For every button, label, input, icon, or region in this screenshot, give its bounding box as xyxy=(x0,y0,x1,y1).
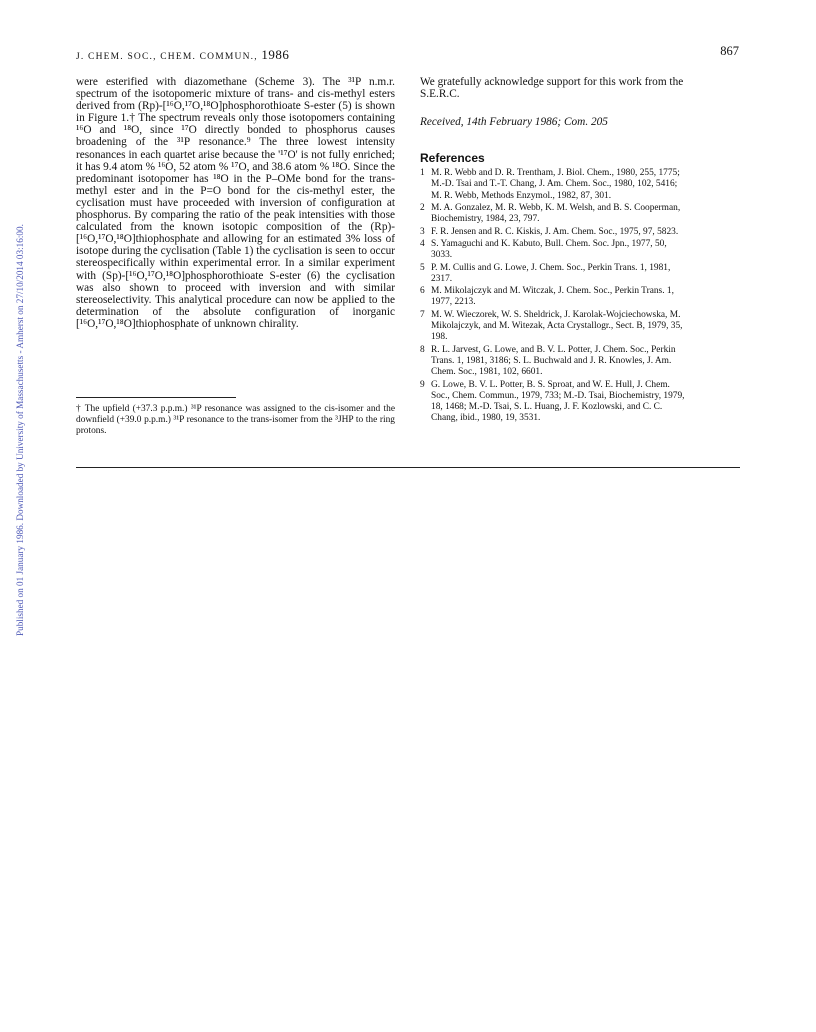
reference-number: 3 xyxy=(420,226,425,237)
reference-line: Mikolajczyk, and M. Witezak, Acta Crystallogr., Sect. B, 1979, 35, xyxy=(431,321,683,332)
reference-line: S. Yamaguchi and K. Kabuto, Bull. Chem. Soc. Jpn., 1977, 50, xyxy=(431,238,667,249)
reference-line: F. R. Jensen and R. C. Kiskis, J. Am. Chem. Soc., 1975, 97, 5823. xyxy=(431,226,679,237)
reference-line: Trans. 1, 1981, 3186; S. L. Buchwald and J. R. Knowles, J. Am. xyxy=(431,355,672,366)
reference-number: 8 xyxy=(420,344,425,355)
reference-number: 4 xyxy=(420,238,425,249)
acknowledgement xyxy=(420,76,740,100)
reference-line: M. R. Webb and D. R. Trentham, J. Biol. Chem., 1980, 255, 1775; xyxy=(431,168,680,179)
body-paragraph: were esterified with diazomethane (Scheme 3). The ³¹P n.m.r. spectrum of the isotopomeric mixture of trans- and cis-methyl esters derived from (Rp)-[¹⁶O,¹⁷O,¹⁸O]phosphorothioate S-ester (5) is shown in Figure 1.† The spectrum reveals only those isotopomers containing ¹⁶O and ¹⁸O, since ¹⁷O directly bonded to phosphorus causes broadening of the ³¹P resonance.⁹ The three lowest intensity resonances in each quartet arise because the '¹⁷O' is not fully enriched; it has 9.4 atom % ¹⁶O, 52 atom % ¹⁷O, and 38.6 atom % ¹⁸O. Since the predominant isotopomer has ¹⁸O in the P–OMe bond for the trans-methyl ester and in the P=O bond for the cis-methyl ester, the cyclisation must have proceeded with inversion of configuration at phosphorus. By comparing the ratio of the peak intensities with those calculated from the known isotopic composition of the (Rp)-[¹⁶O,¹⁷O,¹⁸O]thiophosphate and allowing for an estimated 3% loss of isotope during the cyclisation (Table 1) the cyclisation is seen to occur stereospecifically within experimental error. In a similar experiment with (Sp)-[¹⁶O,¹⁷O,¹⁸O]phosphorothioate S-ester (6) the cyclisation was also shown to proceed with inversion and with similar stereoselectivity. This analytical procedure can now be applied to the determination of the absolute configuration of inorganic [¹⁶O,¹⁷O,¹⁸O]thiophosphate of unknown chirality. xyxy=(76,76,395,330)
reference-text xyxy=(431,263,740,286)
journal-year: 1986 xyxy=(261,47,290,62)
reference-text xyxy=(431,345,740,379)
reference-text xyxy=(431,310,740,344)
reference-item xyxy=(420,168,740,202)
reference-line: Chang, ibid., 1980, 19, 3531. xyxy=(431,413,541,424)
reference-line: M. Mikolajczyk and M. Witczak, J. Chem. Soc., Perkin Trans. 1, xyxy=(431,286,674,297)
reference-line: Biochemistry, 1984, 23, 797. xyxy=(431,214,540,225)
reference-list xyxy=(420,168,740,425)
reference-item xyxy=(420,239,740,262)
reference-line: M. A. Gonzalez, M. R. Webb, K. M. Welsh, and B. S. Cooperman, xyxy=(431,203,681,214)
footnote-divider xyxy=(76,397,236,398)
acknowledgement-line: S.E.R.C. xyxy=(420,88,460,101)
reference-text xyxy=(431,203,740,226)
reference-line: 3033. xyxy=(431,250,453,261)
reference-item xyxy=(420,310,740,344)
reference-line: 2317. xyxy=(431,273,453,284)
reference-item xyxy=(420,380,740,425)
page-bottom-divider xyxy=(76,467,740,468)
reference-text xyxy=(431,239,740,262)
reference-number: 5 xyxy=(420,262,425,273)
running-header xyxy=(76,47,289,63)
reference-number: 1 xyxy=(420,168,425,179)
received-date: Received, 14th February 1986; Com. 205 xyxy=(420,116,608,129)
reference-line: 1977, 2213. xyxy=(431,297,476,308)
reference-number: 6 xyxy=(420,286,425,297)
reference-line: 18, 1468; M.-D. Tsai, S. L. Huang, J. F. Kozlowski, and C. C. xyxy=(431,402,663,413)
right-column xyxy=(420,76,740,426)
reference-item xyxy=(420,203,740,226)
reference-line: Chem. Soc., 1981, 102, 6601. xyxy=(431,367,543,378)
references-heading: References xyxy=(420,151,485,166)
footnote: † The upfield (+37.3 p.p.m.) ³¹P resonance was assigned to the cis-isomer and the downfield (+39.0 p.p.m.) ³¹P resonance to the trans-isomer from the ³JHP to the ring protons. xyxy=(76,404,395,437)
reference-text xyxy=(431,227,740,238)
reference-line: G. Lowe, B. V. L. Potter, B. S. Sproat, and W. E. Hull, J. Chem. xyxy=(431,379,670,390)
reference-line: M.-D. Tsai and T.-T. Chang, J. Am. Chem. Soc., 1980, 102, 5416; xyxy=(431,179,678,190)
download-watermark xyxy=(6,160,24,636)
reference-text xyxy=(431,380,740,425)
reference-item xyxy=(420,227,740,238)
reference-number: 7 xyxy=(420,309,425,320)
download-watermark-text: Published on 01 January 1986. Downloaded by University of Massachusetts - Amherst on 27/10/2014 03:16:00. xyxy=(15,224,25,636)
left-column xyxy=(76,76,395,330)
reference-text xyxy=(431,286,740,309)
reference-line: R. L. Jarvest, G. Lowe, and B. V. L. Potter, J. Chem. Soc., Perkin xyxy=(431,344,676,355)
reference-item xyxy=(420,263,740,286)
reference-text xyxy=(431,168,740,202)
acknowledgement-line: We gratefully acknowledge support for this work from the xyxy=(420,76,684,88)
reference-item xyxy=(420,286,740,309)
reference-line: 198. xyxy=(431,332,448,343)
reference-line: Soc., Chem. Commun., 1979, 733; M.-D. Tsai, Biochemistry, 1979, xyxy=(431,390,685,401)
reference-number: 9 xyxy=(420,379,425,390)
journal-name: J. CHEM. SOC., CHEM. COMMUN., xyxy=(76,52,258,62)
reference-item xyxy=(420,345,740,379)
reference-number: 2 xyxy=(420,203,425,214)
reference-line: P. M. Cullis and G. Lowe, J. Chem. Soc., Perkin Trans. 1, 1981, xyxy=(431,262,671,273)
reference-line: M. R. Webb, Methods Enzymol., 1982, 87, 301. xyxy=(431,190,612,201)
page-number: 867 xyxy=(720,44,739,58)
reference-line: M. W. Wieczorek, W. S. Sheldrick, J. Karolak-Wojciechowska, M. xyxy=(431,309,681,320)
